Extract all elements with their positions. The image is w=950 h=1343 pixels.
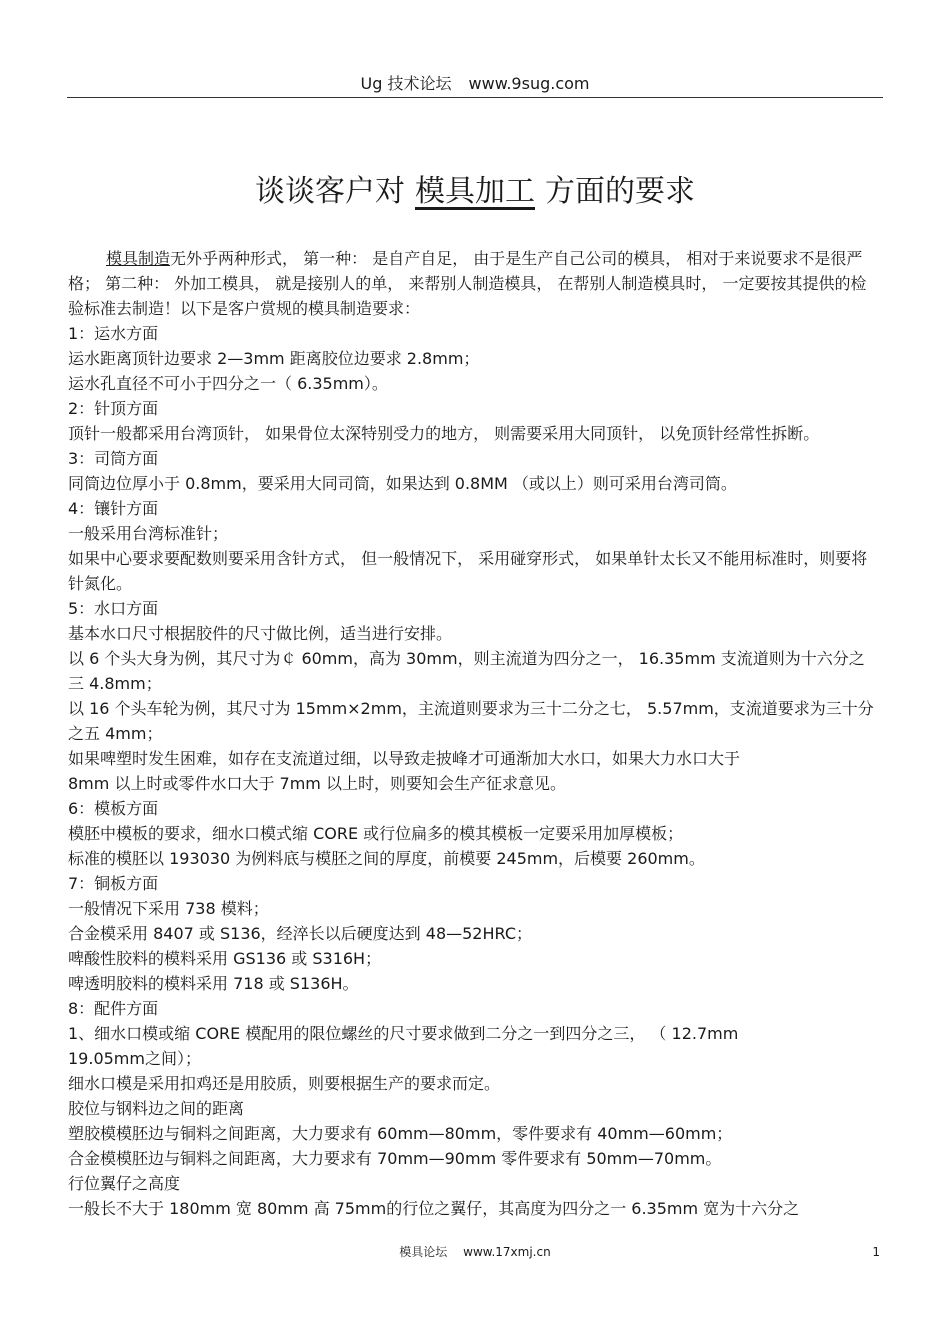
body-line: 6：模板方面 <box>68 799 159 818</box>
body-line: 模胚中模板的要求，细水口模式缩 CORE 或行位扁多的模其模板一定要采用加厚模板； <box>68 824 684 843</box>
body-line: 合金模模胚边与铜料之间距离，大力要求有 70mm—90mm 零件要求有 50mm—70mm。 <box>68 1149 722 1168</box>
body-line: 如果啤塑时发生困难，如存在支流道过细，以导致走披峰才可通渐加大水口，如果大力水口大于 <box>68 749 741 768</box>
title-part-3: 方面的要求 <box>545 174 695 210</box>
body-line: 合金模采用 8407 或 S136，经淬长以后硬度达到 48—52HRC； <box>68 924 533 943</box>
body-line: 以 6 个头大身为例，其尺寸为￠ 60mm，高为 30mm，则主流道为四分之一， 16.35mm 支流道则为十六分之三 4.8mm； <box>68 649 865 693</box>
body-line: 1、细水口模或缩 CORE 模配用的限位螺丝的尺寸要求做到二分之一到四分之三， （ 12.7mm <box>68 1024 739 1043</box>
header-divider <box>67 97 883 98</box>
body-line: 一般情况下采用 738 模料； <box>68 899 269 918</box>
body-line: 4：镶针方面 <box>68 499 159 518</box>
footer-site: 模具论坛 <box>399 1245 448 1259</box>
document-body <box>68 246 880 1221</box>
body-line: 塑胶模模胚边与铜料之间距离，大力要求有 60mm—80mm，零件要求有 40mm—60mm； <box>68 1124 733 1143</box>
body-line: 如果中心要求要配数则要采用含针方式， 但一般情况下， 采用碰穿形式， 如果单针太长又不能用标准时，则要将针氮化。 <box>68 549 868 593</box>
intro-paragraph <box>68 246 880 321</box>
body-line: 行位翼仔之高度 <box>68 1174 181 1193</box>
body-line: 3：司筒方面 <box>68 449 159 468</box>
body-lines <box>68 321 880 1221</box>
body-line: 7：铜板方面 <box>68 874 159 893</box>
body-line: 一般采用台湾标准针； <box>68 524 229 543</box>
intro-text: 无外乎两种形式， 第一种： 是自产自足， 由于是生产自己公司的模具， 相对于来说要求不是很严格； 第二种： 外加工模具， 就是接别人的单， 来帮别人制造模具， 在帮别人制造模具时， 一定要按其提供的检验标准去制造！以下是客户赏规的模具制造要求： <box>68 249 867 318</box>
document-title <box>67 170 883 214</box>
header-site: Ug 技术论坛 <box>360 74 452 93</box>
body-line: 19.05mm之间）； <box>68 1049 201 1068</box>
page-header <box>67 73 883 95</box>
body-line: 啤透明胶料的模料采用 718 或 S136H。 <box>68 974 359 993</box>
body-line: 一般长不大于 180mm 宽 80mm 高 75mm的行位之翼仔，其高度为四分之一 6.35mm 宽为十六分之 <box>68 1199 800 1218</box>
body-line: 1：运水方面 <box>68 324 159 343</box>
body-line: 胶位与钢料边之间的距离 <box>68 1099 245 1118</box>
body-line: 运水孔直径不可小于四分之一（ 6.35mm）。 <box>68 374 388 393</box>
footer-url[interactable]: www.17xmj.cn <box>463 1245 551 1259</box>
body-line: 细水口模是采用扣鸡还是用胶质，则要根据生产的要求而定。 <box>68 1074 501 1093</box>
body-line: 运水距离顶针边要求 2—3mm 距离胶位边要求 2.8mm； <box>68 349 480 368</box>
intro-link[interactable]: 模具制造 <box>106 249 171 268</box>
page-footer <box>67 1244 883 1260</box>
title-part-1: 谈谈客户对 <box>255 174 405 210</box>
body-line: 啤酸性胶料的模料采用 GS136 或 S316H； <box>68 949 382 968</box>
body-line: 顶针一般都采用台湾顶针， 如果骨位太深特别受力的地方， 则需要采用大同顶针， 以免顶针经常性拆断。 <box>68 424 820 443</box>
header-url[interactable]: www.9sug.com <box>468 74 590 93</box>
body-line: 基本水口尺寸根据胶件的尺寸做比例，适当进行安排。 <box>68 624 453 643</box>
body-line: 以 16 个头车轮为例，其尺寸为 15mm×2mm，主流道则要求为三十二分之七， 5.57mm，支流道要求为三十分之五 4mm； <box>68 699 874 743</box>
title-link[interactable]: 模具加工 <box>415 174 535 210</box>
body-line: 5：水口方面 <box>68 599 159 618</box>
body-line: 8：配件方面 <box>68 999 159 1018</box>
page-number: 1 <box>872 1245 880 1259</box>
body-line: 2：针顶方面 <box>68 399 159 418</box>
body-line: 标准的模胚以 193030 为例料底与模胚之间的厚度，前模要 245mm，后模要 260mm。 <box>68 849 705 868</box>
body-line: 8mm 以上时或零件水口大于 7mm 以上时，则要知会生产征求意见。 <box>68 774 566 793</box>
body-line: 同筒边位厚小于 0.8mm，要采用大同司筒，如果达到 0.8MM （或以上）则可采用台湾司筒。 <box>68 474 737 493</box>
